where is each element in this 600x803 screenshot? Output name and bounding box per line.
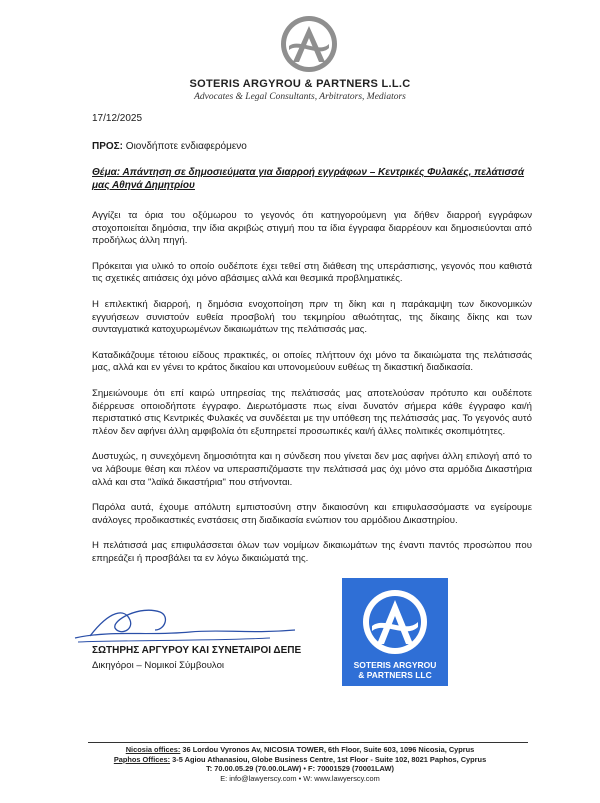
body-paragraph: Καταδικάζουμε τέτοιου είδους πρακτικές, οι οποίες πλήττουν όχι μόνο τα δικαιώματα της πελάτισσάς μας, αλλά και εν γένει το κράτος δικαίου και υπονομεύουν ευθέως τη δικαστική διαδικασία. [92, 349, 532, 374]
recipient-value: Οιονδήποτε ενδιαφερόμενο [125, 141, 247, 152]
body-paragraph: Η επιλεκτική διαρροή, η δημόσια ενοχοποίηση πριν τη δίκη και η παράκαμψη των δικονομικών εγγυήσεων συνιστούν ευθεία προσβολή του τεκμηρίου αθωότητας, της δίκαιης δίκης και των συνταγματικά κατοχυρωμένων δικαιωμάτων της πελάτισσάς μας. [92, 298, 532, 336]
handwritten-signature [70, 600, 300, 645]
stamp-text-line1: SOTERIS ARGYROU [353, 660, 437, 670]
footer-phone: T: 70.00.05.29 (70.00.0LAW) • F: 70001529 (70001LAW) [206, 764, 394, 774]
recipient-line [92, 141, 247, 152]
signatory-title: Δικηγόροι – Νομικοί Σύμβουλοι [92, 660, 225, 671]
company-stamp [342, 578, 448, 686]
body-paragraph: Παρόλα αυτά, έχουμε απόλυτη εμπιστοσύνη στην δικαιοσύνη και επιφυλασσόμαστε να εγείρουμε ανάλογες προδικαστικές ενστάσεις στη διαδικασία ενώπιον του αρμόδιου Δικαστηρίου. [92, 502, 532, 526]
footer-divider [88, 742, 528, 743]
footer-paphos-address: 3-5 Agiou Athanasiou, Globe Business Centre, 1st Floor - Suite 102, 8021 Paphos, Cyprus [172, 754, 487, 764]
subject-line: Θέμα: Απάντηση σε δημοσιεύματα για διαρροή εγγράφων – Κεντρικές Φυλακές, πελάτισσά μας Αθηνά Δημητρίου [92, 167, 525, 191]
firm-logo-icon [279, 14, 339, 74]
signatory-name: ΣΩΤΗΡΗΣ ΑΡΓΥΡΟΥ ΚΑΙ ΣΥΝΕΤΑΙΡΟΙ ΔΕΠΕ [92, 645, 302, 656]
footer-paphos [0, 755, 600, 765]
firm-subtitle: Advocates & Legal Consultants, Arbitrators, Mediators [194, 92, 406, 102]
body-paragraph: Σημειώνουμε ότι επί καιρώ υπηρεσίας της πελάτισσάς μας αποτελούσαν πρότυπο και ουδέποτε διέρρευσε οποιοδήποτε έγγραφο. Διερωτόμαστε πως είναι δυνατόν σήμερα κάθε έγγραφο και/ή περιστατικό στις Κεντρικές Φυλακές να συνδέεται με την υπόθεση της πελάτισσάς μας. Το γεγονός αυτό πλέον δεν αφήνει άλλη αμφιβολία ότι εξυπηρετεί προσωπικές και/ή άλλες πολιτικές σκοπιμότητες. [92, 387, 532, 437]
firm-name: SOTERIS ARGYROU & PARTNERS L.L.C [189, 78, 411, 90]
footer-nicosia [0, 745, 600, 755]
footer [0, 745, 600, 783]
recipient-label: ΠΡΟΣ: [92, 141, 124, 152]
body-paragraph: Δυστυχώς, η συνεχόμενη δημοσιότητα και η σύνδεση που γίνεται δεν μας αφήνει άλλη επιλογή από το να λάβουμε θέση και πλέον να υπερασπιζόμαστε την πελάτισσά μας όχι μόνο στα αρμόδια Δικαστήρια αλλά και στα "λαϊκά δικαστήρια" που στήνονται. [92, 451, 532, 488]
body-paragraph: Αγγίζει τα όρια του οξύμωρου το γεγονός ότι κατηγορούμενη για δήθεν διαρροή εγγράφων στοχοποιείται δημόσια, την ίδια ακριβώς στιγμή που τα ίδια έγγραφα διαρρέουν και δημοσιεύονται από προδήλως άλλη πηγή. [92, 210, 532, 247]
stamp-text-line2: & PARTNERS LLC [358, 670, 432, 680]
footer-paphos-label: Paphos Offices: [113, 754, 171, 764]
body-paragraph: Η πελάτισσά μας επιφυλάσσεται όλων των νομίμων δικαιωμάτων της έναντι παντός προσώπου που επηρεάζει ή προσβάλει τα εν λόγω δικαιώματά της. [92, 540, 532, 564]
body-paragraph: Πρόκειται για υλικό το οποίο ουδέποτε έχει τεθεί στη διάθεση της υπεράσπισης, γεγονός που καθιστά τις σχετικές αιτιάσεις όχι μόνο αβάσιμες αλλά και θεσμικά προβληματικές. [92, 260, 532, 285]
letter-body [92, 210, 532, 578]
footer-nicosia-address: 36 Lordou Vyronos Av, NICOSIA TOWER, 6th Floor, Suite 603, 1096 Nicosia, Cyprus [182, 745, 475, 754]
footer-web: E: info@lawyerscy.com • W: www.lawyerscy.com [220, 773, 380, 783]
letter-date: 17/12/2025 [92, 113, 143, 124]
footer-nicosia-label: Nicosia offices: [125, 745, 181, 754]
stamp-logo-icon [363, 590, 427, 654]
